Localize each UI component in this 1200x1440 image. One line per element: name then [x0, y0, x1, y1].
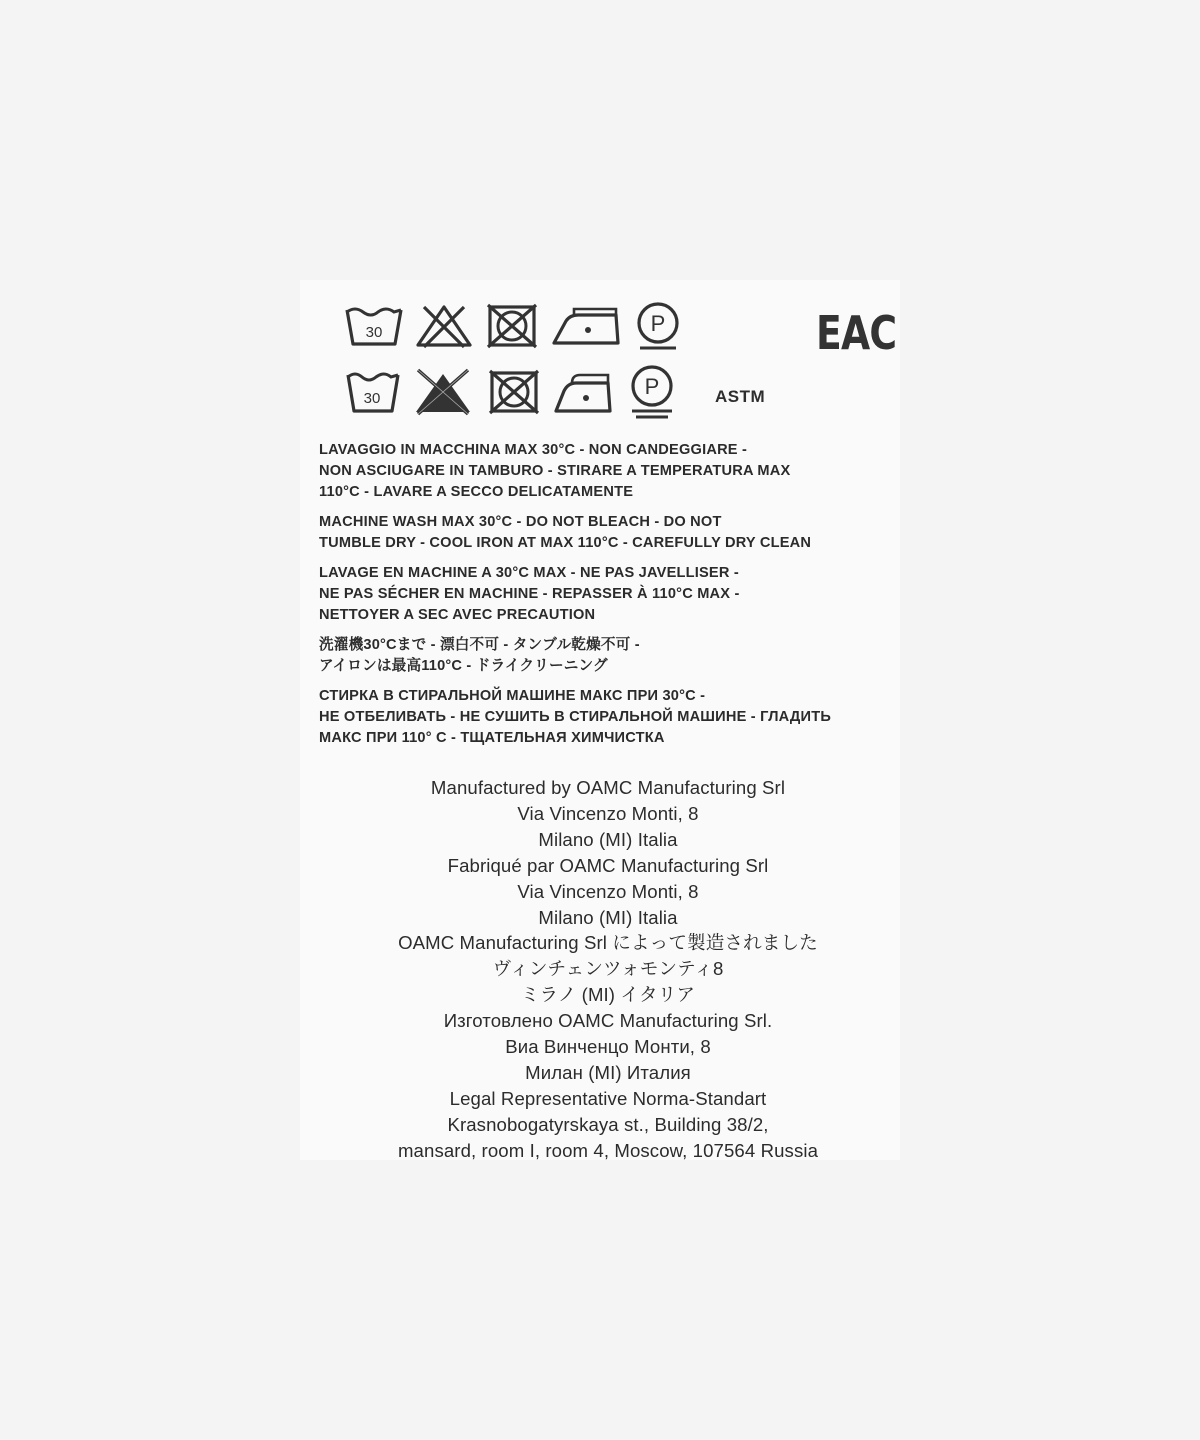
care-line: アイロンは最高110°C - ドライクリーニング — [319, 658, 608, 674]
care-instructions — [319, 440, 900, 758]
do-not-tumble-dry-icon — [486, 369, 542, 415]
care-line: 110°C - LAVARE A SECCO DELICATAMENTE — [319, 484, 634, 500]
iron-low-icon — [550, 303, 624, 349]
eac-mark: EAC — [816, 306, 897, 360]
care-text-english — [319, 512, 900, 554]
manufacturer-line: Fabriqué par OAMC Manufacturing Srl — [447, 854, 769, 876]
manufacturer-line: ミラノ (MI) イタリア — [520, 984, 696, 1006]
care-line: MACHINE WASH MAX 30°C - DO NOT BLEACH - DO NOT — [319, 514, 722, 530]
wash-temp-label: 30 — [363, 390, 381, 407]
iron-medium-icon — [552, 369, 616, 415]
manufacturer-line: Manufactured by OAMC Manufacturing Srl — [430, 777, 786, 798]
do-not-tumble-dry-icon — [484, 303, 540, 349]
care-line: NE PAS SÉCHER EN MACHINE - REPASSER À 110°C MAX - — [319, 586, 740, 602]
manufacturer-line: Виа Винченцо Монти, 8 — [505, 1036, 711, 1058]
wash-30-icon — [344, 369, 400, 415]
care-line: СТИРКА В СТИРАЛЬНОЙ МАШИНЕ МАКС ПРИ 30°C - — [319, 688, 706, 704]
care-line: LAVAGGIO IN MACCHINA MAX 30°C - NON CANDEGGIARE - — [319, 442, 748, 458]
care-label — [300, 280, 900, 1160]
care-line: LAVAGE EN MACHINE A 30°C MAX - NE PAS JAVELLISER - — [319, 565, 739, 581]
care-line: 洗濯機30°Cまで - 漂白不可 - タンブル乾燥不可 - — [319, 637, 640, 653]
dry-clean-p-icon — [634, 301, 684, 351]
do-not-bleach-filled-icon — [410, 368, 476, 416]
manufacturer-line: Krasnobogatyrskaya st., Building 38/2, — [447, 1113, 769, 1135]
astm-label: ASTM — [715, 387, 766, 406]
manufacturer-line: Via Vincenzo Monti, 8 — [517, 880, 699, 902]
manufacturer-line: Milano (MI) Italia — [538, 828, 678, 850]
care-text-italian — [319, 440, 900, 503]
care-symbols-row-1 — [344, 300, 684, 352]
manufacturer-line: ヴィンチェンツォモンティ8 — [492, 958, 724, 980]
do-not-bleach-icon — [414, 303, 474, 349]
care-text-japanese — [319, 635, 900, 677]
manufacturer-info — [300, 775, 900, 1160]
manufacturer-line: Милан (MI) Италия — [525, 1061, 691, 1083]
manufacturer-line: Via Vincenzo Monti, 8 — [517, 802, 699, 824]
manufacturer-line: Milano (MI) Italia — [538, 906, 678, 928]
care-line: НЕ ОТБЕЛИВАТЬ - НЕ СУШИТЬ В СТИРАЛЬНОЙ МАШИНЕ - ГЛАДИТЬ — [319, 709, 832, 725]
manufacturer-line: Изготовлено OAMC Manufacturing Srl. — [443, 1010, 773, 1032]
care-line: МАКС ПРИ 110° C - ТЩАТЕЛЬНАЯ ХИМЧИСТКА — [319, 730, 665, 746]
care-line: NETTOYER A SEC AVEC PRECAUTION — [319, 607, 596, 623]
manufacturer-line: mansard, room I, room 4, Moscow, 107564 Russia — [397, 1139, 819, 1160]
manufacturer-line: Legal Representative Norma-Standart — [449, 1087, 767, 1109]
care-symbols-row-2 — [344, 366, 678, 418]
dry-clean-letter: P — [644, 374, 660, 399]
care-line: TUMBLE DRY - COOL IRON AT MAX 110°C - CAREFULLY DRY CLEAN — [319, 535, 812, 551]
dry-clean-p-gentle-icon — [626, 364, 678, 420]
dry-clean-letter: P — [650, 311, 666, 336]
care-text-russian — [319, 686, 900, 749]
wash-temp-label: 30 — [365, 324, 383, 341]
care-text-french — [319, 563, 900, 626]
care-line: NON ASCIUGARE IN TAMBURO - STIRARE A TEMPERATURA MAX — [319, 463, 791, 479]
manufacturer-line: OAMC Manufacturing Srl によって製造されました — [398, 932, 818, 954]
wash-30-icon — [344, 304, 404, 348]
